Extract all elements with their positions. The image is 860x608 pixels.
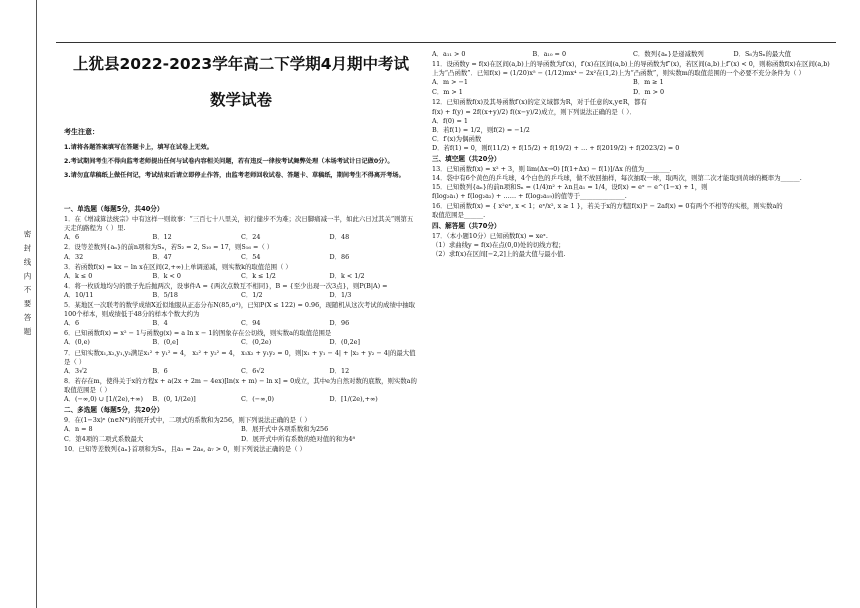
option: C．第4项的二项式系数最大	[64, 435, 144, 444]
option: B．(0,e]	[152, 338, 179, 347]
spacer	[64, 185, 418, 203]
option: B．展开式中各项系数和为256	[241, 425, 329, 434]
option: D．S₆为Sₙ的最大值	[733, 50, 792, 58]
options-row	[432, 78, 834, 87]
option: D．k < 1/2	[329, 271, 365, 280]
option: A．(−∞,0) ∪ [1/(2e),+∞)	[64, 394, 143, 403]
question: 17．（本小题10分）已知函数f(x) = xeˣ.	[432, 231, 548, 240]
options-row	[64, 425, 418, 434]
options-row	[432, 88, 834, 97]
option: A．3√2	[64, 366, 88, 375]
option: B．4	[152, 319, 168, 328]
option: B．6	[152, 366, 168, 375]
section-heading: 一、单选题（每题5分，共40分）	[64, 205, 164, 214]
options-row	[64, 435, 418, 444]
question: 1．在《增减算法统宗》中有这样一则故事：“三百七十八里关，初行健步不为难；次日脚痛减一半，如此六日过其关”则第五天走的路程为（ ）里.	[64, 215, 414, 233]
section-heading: 二、多选题（每题5分，共20分）	[64, 406, 164, 415]
option: C．6√2	[241, 366, 265, 375]
question: 12．已知函数f(x)及其导函数f′(x)的定义域都为R，对于任意的x,y∈R，都有	[432, 98, 647, 107]
notice-item: 2.考试期间考生不得向监考老师提出任何与试卷内容相关问题，若有违反一律按考试舞弊处理（本场考试计日记做0分）。	[64, 158, 394, 166]
options-row	[64, 338, 418, 347]
option: A．k ≤ 0	[64, 271, 93, 280]
option: D．12	[329, 366, 350, 375]
option: D．展开式中所有系数的绝对值的和为4⁸	[241, 435, 356, 444]
left-column	[64, 48, 418, 455]
option: A．f(0) = 1	[432, 116, 468, 125]
option: D．86	[329, 252, 350, 261]
option: C．(0,2e)	[241, 338, 272, 347]
exam-title: 上犹县2022-2023学年高二下学期4月期中考试	[73, 55, 409, 73]
question: 11．设函数y = f(x)在区间(a,b)上的导函数为f′(x)，f′(x)在区间(a,b)上的导函数为f″(x)，若区间(a,b)上f″(x) < 0，则称函数f(x)在区间(a,b)上为“凸函数”．已知f(x) = (1/20)x⁵ − (1/12)mx⁴ − 2x²在(1,2)上为“凸函数”，则实数m的取值范围的一个必要不充分条件为（ ）	[432, 60, 830, 78]
question: 13．已知函数f(x) = x² + 3，则 lim(Δx→0) [f(1+Δx) − f(1)]/Δx 的值为________.	[432, 165, 672, 174]
right-column	[432, 50, 834, 259]
option: B．若f(1) = 1/2，则f(2) = −1/2	[432, 125, 530, 134]
question-continued: 取值范围是______.	[432, 210, 486, 219]
option: A．10/11	[64, 290, 94, 299]
option: D．96	[329, 319, 350, 328]
sub-question: （1）求曲线y = f(x)在点(0,0)处的切线方程；	[432, 240, 565, 249]
option: A．6	[64, 319, 80, 328]
option: C．94	[241, 319, 261, 328]
option: D．m > 0	[633, 88, 665, 97]
options-row	[432, 50, 834, 59]
option: C．f′(x)为偶函数	[432, 134, 482, 143]
option: B．12	[152, 233, 172, 242]
option: A．6	[64, 233, 80, 242]
option: C．54	[241, 252, 261, 261]
question-continued: f(x) + f(y) = 2f((x+y)/2) f((x−y)/2)成立，则下列说法正确的是（ ）．	[432, 107, 636, 116]
notice-heading: 考生注意：	[64, 128, 99, 136]
option: C．m > 1	[432, 88, 463, 97]
question: 5．某地区一次联考的数学成绩X近似地服从正态分布N(85,σ²)，已知P(X ≤ 122) = 0.96，现随机从这次考试的成绩中抽取100个样本，则成绩低于48分的样本个数大约为	[64, 301, 416, 319]
notice-item: 3.请勿直草稿纸上做任何记，考试结束后请立即停止作答，由监考老师回收试卷、答题卡、草稿纸，期间考生不得离开考场。	[64, 172, 405, 180]
option: A．m > −1	[432, 78, 468, 87]
option: B．a₁₀ = 0	[532, 50, 567, 58]
option: B．5/18	[152, 290, 178, 299]
option: C．数列{aₙ}是递减数列	[633, 50, 704, 58]
binding-notice: 密 封 线 内 不 要 答 题	[23, 230, 32, 337]
option: A．n = 8	[64, 425, 93, 434]
options-row	[64, 291, 418, 300]
section-heading: 三、填空题（共20分）	[432, 155, 501, 164]
option: B．k < 0	[152, 271, 181, 280]
question: 15．已知数列{aₙ}的前n项和Sₙ = (1/4)n² + λn且a₁ = 1/4，设f(x) = eˣ − e^(1−x) + 1，则	[432, 183, 708, 192]
options-row	[64, 272, 418, 281]
exam-subtitle: 数学试卷	[209, 91, 272, 109]
header-rule	[56, 42, 836, 43]
question: 4．将一枚质地均匀的骰子先后抛两次，设事件A = {两次点数互不相同}，B = {至少出现一次3点}，则P(B|A) =	[64, 281, 388, 290]
question: 14．袋中有6个黄色的乒乓球，4个白色的乒乓球，做不放回抽样，每次抽取一球，取两次，则第二次才能取到黄球的概率为______.	[432, 174, 802, 183]
notice-item: 1.请将各题答案填写在答题卡上，填写在试卷上无效。	[64, 144, 213, 152]
options-row	[64, 253, 418, 262]
option: B．m ≥ 1	[633, 78, 664, 87]
options-row	[64, 367, 418, 376]
option: A．a₁₁ > 0	[432, 50, 466, 58]
option: D．[1/(2e),+∞)	[329, 394, 378, 403]
option: C．24	[241, 233, 261, 242]
option: D．48	[329, 233, 350, 242]
sub-question: （2）求f(x)在区间[−2,2]上的最大值与最小值.	[432, 249, 566, 258]
option: C．1/2	[241, 290, 263, 299]
options-row	[64, 395, 418, 404]
option: C．k ≤ 1/2	[241, 271, 276, 280]
option: D．(0,2e]	[329, 338, 360, 347]
option: B．47	[152, 252, 172, 261]
question: 7．已知实数x₁,x₂,y₁,y₂满足x₁² + y₁² = 4， x₂² + y₂² = 4， x₁x₂ + y₁y₂ = 0，则|x₁ + y₁ − 4| + |x₂ + y₂ − 4|的最大值是（ ）	[64, 348, 416, 366]
options-row	[64, 319, 418, 328]
section-heading: 四、解答题（共70分）	[432, 221, 501, 230]
option: A．32	[64, 252, 84, 261]
question: 10．已知等差数列{aₙ}首项和为Sₙ，且a₁ = 2a₆, a₇ > 0，则下列说法正确的是（ ）	[64, 445, 306, 454]
option: B．(0, 1/(2e)]	[152, 394, 196, 403]
question: 16．已知函数f(x) = { x²eˣ, x < 1；eˣ/x², x ≥ 1 }，若关于x的方程[f(x)]² − 2af(x) = 0有两个不相等的实根，则实数a的	[432, 201, 783, 210]
option: D．1/3	[329, 290, 352, 299]
question: 9．在(1−3x)ⁿ (n∈N*)的展开式中，二项式的系数和为256，则下列说法正确的是（ ）	[64, 416, 311, 425]
question: 3．若函数f(x) = kx − ln x在区间(2,+∞)上单调递减，则实数k的取值范围（ ）	[64, 262, 292, 271]
question: 8．若存在m，使得关于x的方程x + a(2x + 2m − 4ex)[ln(x + m) − ln x] = 0成立，其中e为自然对数的底数，则实数a的取值范围是（ ）	[64, 376, 417, 394]
option: A．(0,e)	[64, 338, 90, 347]
option: D．若f(1) = 0，则f(11/2) + f(15/2) + f(19/2) + … + f(2019/2) + f(2023/2) = 0	[432, 143, 680, 152]
options-row	[64, 233, 418, 242]
question-continued: f(log₂a₁) + f(log₂a₂) + …… + f(log₂a₁₉)的值等于______________.	[432, 192, 627, 201]
question: 6．已知函数f(x) = x² − 1与函数g(x) = a ln x − 1的图象存在公切线，则实数a的取值范围是	[64, 329, 332, 338]
question: 2．设等差数列{aₙ}的前n项和为Sₙ，若S₂ = 2, S₁₀ = 17，则S₁₆ =（ ）	[64, 243, 274, 252]
option: C．(−∞,0)	[241, 394, 275, 403]
